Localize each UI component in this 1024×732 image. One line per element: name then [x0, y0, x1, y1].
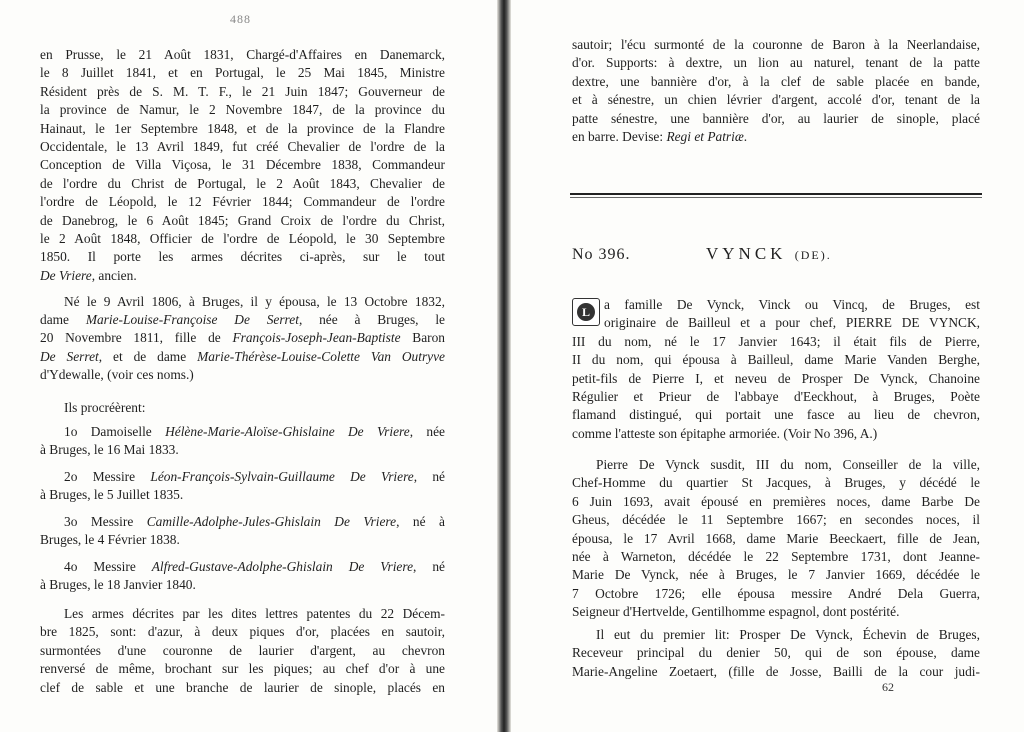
page-folio: 488	[230, 12, 251, 26]
right-page	[512, 0, 1024, 732]
text-line: Conception de Villa Viçosa, le 31 Décembre 1838, Commandeur	[40, 157, 445, 173]
text-line: dextre, une bannière d'or, à la clef de sable placée en bande,	[572, 73, 980, 89]
text-line: Les armes décrites par les dites lettres patentes du 22 Décem-	[64, 606, 445, 621]
text-line: de l'ordre du Christ de Portugal, le 2 Août 1843, Chevalier de	[40, 175, 445, 191]
text-line: en Prusse, le 21 Août 1831, Chargé-d'Affaires en Danemarck,	[40, 47, 445, 62]
paragraph-arms	[40, 605, 445, 697]
text-line: et à sénestre, un chien lévrier d'argent, accolé d'or, tenant de la	[572, 92, 980, 108]
procreated-heading: Ils procréèrent:	[64, 400, 146, 415]
text-line: Marie-Angeline Zoetaert, (fille de Josse, Bailli de la cour judi-	[572, 663, 980, 679]
paragraph-marriage	[40, 293, 445, 311]
text-line: Gheus, décédée le 11 Septembre 1667; en secondes noces, il	[572, 512, 980, 528]
paragraph-prosper	[572, 626, 980, 681]
text-line: Chef-Homme du quartier St Jacques, à Bruges, y décédé le	[572, 475, 980, 491]
entry-title-suffix: (DE).	[794, 248, 832, 262]
paragraph-marriage-cont	[40, 311, 445, 385]
text-line: renversé de même, brochant sur les piques; au chef d'or à une	[40, 661, 445, 677]
child-entry: 1o Damoiselle Hélène-Marie-Aloïse-Ghislaine De Vriere, née à Bruges, le 16 Mai 1833.	[40, 424, 445, 458]
text-line: la province de Namur, le 2 Novembre 1847, de la province du	[40, 102, 445, 118]
drop-cap-initial: L	[572, 298, 600, 326]
text-line: petit-fils de Pierre I, et neveu de Prosper De Vynck, Chanoine	[572, 370, 980, 386]
text-line: De Vriere, ancien.	[40, 267, 137, 283]
child-entry: 4o Messire Alfred-Gustave-Adolphe-Ghislain De Vriere, né à Bruges, le 18 Janvier 1840.	[40, 559, 445, 593]
text-line: sautoir; l'écu surmonté de la couronne de Baron à la Neerlandaise,	[572, 37, 980, 52]
text-line: Régulier et Prieur de l'abbaye d'Eeckhout, à Bruges, Poète	[572, 389, 980, 405]
text-line: De Serret, et de dame Marie-Thérèse-Louise-Colette Van Outryve	[40, 348, 445, 364]
entry-title: VYNCK (DE).	[706, 244, 832, 263]
text-line: patte sénestre, une bannière d'or, au laurier de sinople, placé	[572, 110, 980, 126]
text-line: de Danebrog, le 6 Août 1845; Grand Croix de l'ordre du Christ,	[40, 212, 445, 228]
signature-mark: 62	[882, 680, 894, 694]
text-line: d'or. Supports: à dextre, un lion au naturel, tenant de la patte	[572, 55, 980, 71]
paragraph-career	[40, 46, 445, 285]
text-line: le 2 Août 1848, Officier de l'ordre de Léopold, le 30 Septembre	[40, 231, 445, 247]
paragraph-continuation	[572, 36, 980, 146]
text-line: en barre. Devise: Regi et Patriæ.	[572, 129, 748, 145]
section-divider-thin	[570, 197, 982, 198]
text-line: Receveur principal du denier 50, qui de son épouse, dame	[572, 645, 980, 661]
text-line: comme l'atteste son épitaphe armoriée. (Voir No 396, A.)	[572, 425, 878, 441]
text-line: Marie De Vynck, née à Bruges, le 7 Janvier 1669, décédée le	[572, 567, 980, 583]
text-line: épousa, le 17 Avril 1668, dame Marie Beeckaert, fille de Jean,	[572, 530, 980, 546]
family-name: De Vriere	[40, 267, 92, 283]
text-line: d'Ydewalle, (voir ces noms.)	[40, 367, 194, 383]
text-line: 1850. Il porte les armes décrites ci-après, sur le tout	[40, 249, 445, 265]
paragraph-family-head	[604, 296, 980, 333]
text-line: flamand distingué, qui portait une fasce au lieu de chevron,	[572, 407, 980, 423]
text-line: Résident près de S. M. T. F., le 21 Juin 1847; Gouverneur de	[40, 83, 445, 99]
text-line: 7 Octobre 1726; elle épousa messire André Dela Guerra,	[572, 585, 980, 601]
text-line: II du nom, qui épousa à Bailleul, dame Marie Vanden Berghe,	[572, 352, 980, 368]
left-page	[0, 0, 500, 732]
section-divider	[570, 193, 982, 195]
text-line: clef de sable et une branche de laurier de sinople, placés en	[40, 679, 445, 695]
text-line: Il eut du premier lit: Prosper De Vynck, Échevin de Bruges,	[596, 627, 980, 642]
motto: Regi et Patriæ	[666, 129, 744, 145]
paragraph-pierre	[572, 456, 980, 622]
text-line: a famille De Vynck, Vinck ou Vincq, de Bruges, est	[604, 297, 980, 312]
text-line: Né le 9 Avril 1806, à Bruges, il y épousa, le 13 Octobre 1832,	[64, 294, 445, 309]
text-line: l'ordre de Léopold, le 12 Février 1844; Commandeur de l'ordre	[40, 194, 445, 210]
child-entry: 3o Messire Camille-Adolphe-Jules-Ghislain De Vriere, né à Bruges, le 4 Février 1838.	[40, 514, 445, 548]
text-line: Occidentale, le 13 Avril 1849, fut créé Chevalier de l'ordre de la	[40, 139, 445, 155]
text-line: Pierre De Vynck susdit, III du nom, Conseiller de la ville,	[596, 457, 980, 472]
text-line: le 8 Juillet 1841, et en Portugal, le 25 Mai 1845, Ministre	[40, 65, 445, 81]
text-line: 20 Novembre 1811, fille de François-Joseph-Jean-Baptiste Baron	[40, 330, 445, 346]
text-line: originaire de Bailleul et a pour chef, PIERRE DE VYNCK,	[604, 315, 980, 331]
paragraph-family-body	[572, 333, 980, 443]
text-line: née à Warneton, décédée le 22 Septembre 1731, dont Jeanne-	[572, 549, 980, 565]
text-line: surmontées d'une couronne de laurier d'argent, au chevron	[40, 642, 445, 658]
text-line: III du nom, né le 17 Janvier 1643; il était fils de Pierre,	[572, 333, 980, 349]
book-gutter	[497, 0, 511, 732]
text-line: Seigneur d'Hertvelde, Gentilhomme espagnol, dont postérité.	[572, 604, 900, 620]
text-line: 6 Juin 1693, avait épousé en premières noces, dame Barbe De	[572, 493, 980, 509]
child-entry: 2o Messire Léon-François-Sylvain-Guillaume De Vriere, né à Bruges, le 5 Juillet 1835.	[40, 469, 446, 503]
text-line: dame Marie-Louise-Françoise De Serret, née à Bruges, le	[40, 312, 445, 327]
entry-number: No 396.	[572, 246, 631, 263]
text-line: bre 1825, sont: d'azur, à deux piques d'or, placées en sautoir,	[40, 624, 445, 640]
text-line: Hainaut, le 1er Septembre 1848, et de la province de la Flandre	[40, 120, 445, 136]
